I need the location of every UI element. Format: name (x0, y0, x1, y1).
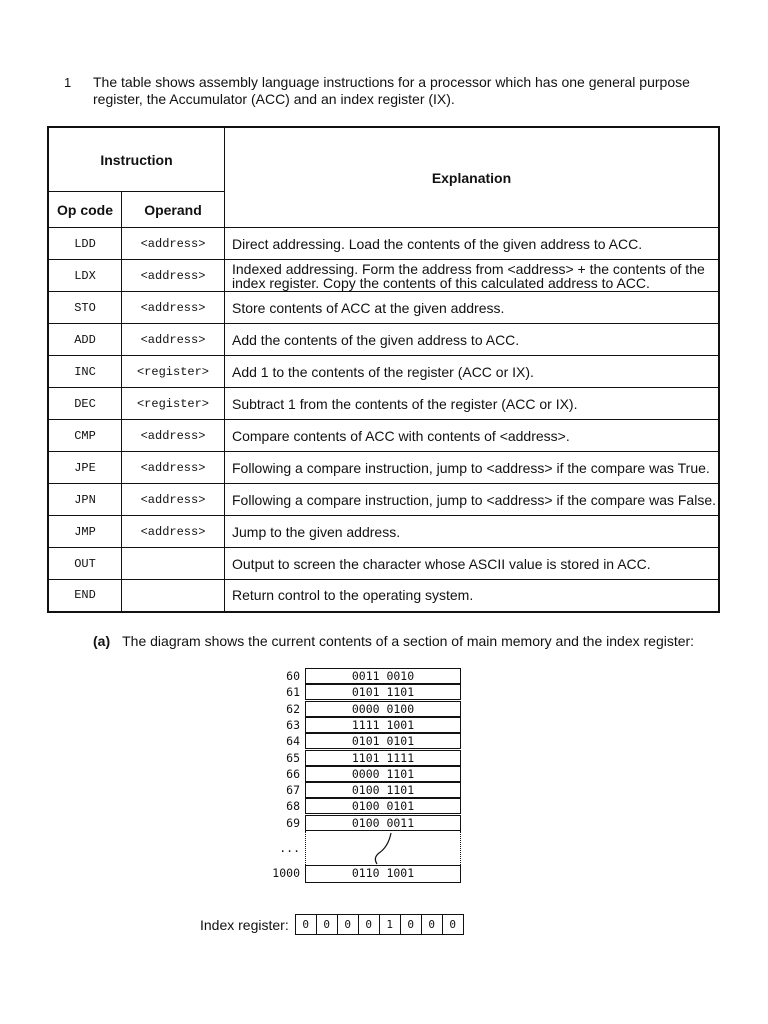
memory-cell: 1111 1001 (305, 717, 461, 733)
instruction-row (48, 452, 719, 484)
memory-cell: 0100 0011 (305, 815, 461, 831)
explanation-cell: Store contents of ACC at the given address. (225, 292, 720, 324)
operand-cell: <address> (122, 452, 225, 484)
question-number: 1 (64, 75, 72, 90)
operand-cell: <address> (122, 228, 225, 260)
instruction-rows (48, 228, 719, 612)
explanation-cell: Compare contents of ACC with contents of <address>. (225, 420, 720, 452)
memory-address: 1000 (272, 866, 300, 880)
explanation-cell: Indexed addressing. Form the address from <address> + the contents of the index register. Copy the contents of this calculated address to ACC. (225, 260, 720, 292)
opcode-cell: DEC (48, 388, 122, 420)
memory-cell: 0011 0010 (305, 668, 461, 684)
operand-cell: <address> (122, 292, 225, 324)
explanation-cell: Following a compare instruction, jump to <address> if the compare was False. (225, 484, 720, 516)
explanation-cell: Add the contents of the given address to ACC. (225, 324, 720, 356)
memory-cell: 0101 0101 (305, 733, 461, 749)
memory-address: 67 (286, 783, 300, 798)
index-register-bits (295, 914, 464, 935)
memory-address: 60 (286, 669, 300, 683)
index-register-bit: 0 (338, 915, 359, 934)
instruction-row (48, 516, 719, 548)
memory-cell: 0000 0100 (305, 701, 461, 717)
memory-address: 64 (286, 734, 300, 749)
index-register-bit: 0 (359, 915, 380, 934)
header-operand: Operand (122, 192, 225, 228)
opcode-cell: JPE (48, 452, 122, 484)
explanation-cell: Subtract 1 from the contents of the register (ACC or IX). (225, 388, 720, 420)
operand-cell: <register> (122, 388, 225, 420)
explanation-cell: Direct addressing. Load the contents of the given address to ACC. (225, 228, 720, 260)
opcode-cell: END (48, 580, 122, 612)
instruction-row (48, 388, 719, 420)
instruction-row (48, 420, 719, 452)
instruction-row (48, 548, 719, 580)
opcode-cell: ADD (48, 324, 122, 356)
memory-cell: 0110 1001 (305, 865, 461, 883)
operand-cell (122, 580, 225, 612)
index-register-bit: 1 (380, 915, 401, 934)
header-explanation: Explanation (225, 127, 720, 228)
explanation-cell: Return control to the operating system. (225, 580, 720, 612)
index-register-bit: 0 (296, 915, 317, 934)
instruction-row (48, 484, 719, 516)
memory-cell: 0000 1101 (305, 766, 461, 782)
opcode-cell: LDX (48, 260, 122, 292)
explanation-cell: Output to screen the character whose ASCII value is stored in ACC. (225, 548, 720, 580)
instruction-row (48, 260, 719, 292)
explanation-cell: Add 1 to the contents of the register (ACC or IX). (225, 356, 720, 388)
operand-cell: <address> (122, 324, 225, 356)
operand-cell (122, 548, 225, 580)
index-register-label: Index register: (200, 916, 289, 933)
operand-cell: <address> (122, 260, 225, 292)
memory-address: 69 (286, 815, 300, 830)
header-instruction: Instruction (48, 127, 225, 192)
operand-cell: <address> (122, 484, 225, 516)
index-register-bit: 0 (422, 915, 443, 934)
opcode-cell: JMP (48, 516, 122, 548)
opcode-cell: OUT (48, 548, 122, 580)
instruction-row (48, 580, 719, 612)
memory-address: 66 (286, 766, 300, 781)
index-register-bit: 0 (449, 918, 457, 931)
memory-address: 61 (286, 685, 300, 700)
memory-cell: 0100 1101 (305, 782, 461, 798)
opcode-cell: INC (48, 356, 122, 388)
memory-cell: 1101 1111 (305, 750, 461, 766)
memory-cell: 0101 1101 (305, 684, 461, 700)
memory-gap (305, 831, 461, 865)
part-a-label: (a) (93, 633, 111, 649)
index-register-bit: 0 (317, 915, 338, 934)
instruction-row (48, 292, 719, 324)
part-a-text: The diagram shows the current contents of a section of main memory and the index register: (122, 633, 695, 649)
instruction-row (48, 228, 719, 260)
memory-cell: 0100 0101 (305, 798, 461, 814)
explanation-cell: Following a compare instruction, jump to <address> if the compare was True. (225, 452, 720, 484)
memory-address: 62 (286, 701, 300, 716)
memory-address: 63 (286, 717, 300, 732)
question-intro: The table shows assembly language instructions for a processor which has one general purpose register, the Accumulator (ACC) and an index register (IX). (93, 74, 690, 107)
operand-cell: <register> (122, 356, 225, 388)
index-register (200, 914, 464, 935)
instruction-row (48, 356, 719, 388)
memory-ellipsis: ... (279, 841, 300, 855)
part-a (93, 633, 694, 649)
instruction-table (47, 126, 720, 613)
explanation-cell: Jump to the given address. (225, 516, 720, 548)
operand-cell: <address> (122, 516, 225, 548)
opcode-cell: JPN (48, 484, 122, 516)
opcode-cell: LDD (48, 228, 122, 260)
index-register-bit: 0 (401, 915, 422, 934)
opcode-cell: STO (48, 292, 122, 324)
header-opcode: Op code (48, 192, 122, 228)
opcode-cell: CMP (48, 420, 122, 452)
memory-address: 65 (286, 750, 300, 765)
operand-cell: <address> (122, 420, 225, 452)
memory-address: 68 (286, 799, 300, 814)
instruction-row (48, 324, 719, 356)
